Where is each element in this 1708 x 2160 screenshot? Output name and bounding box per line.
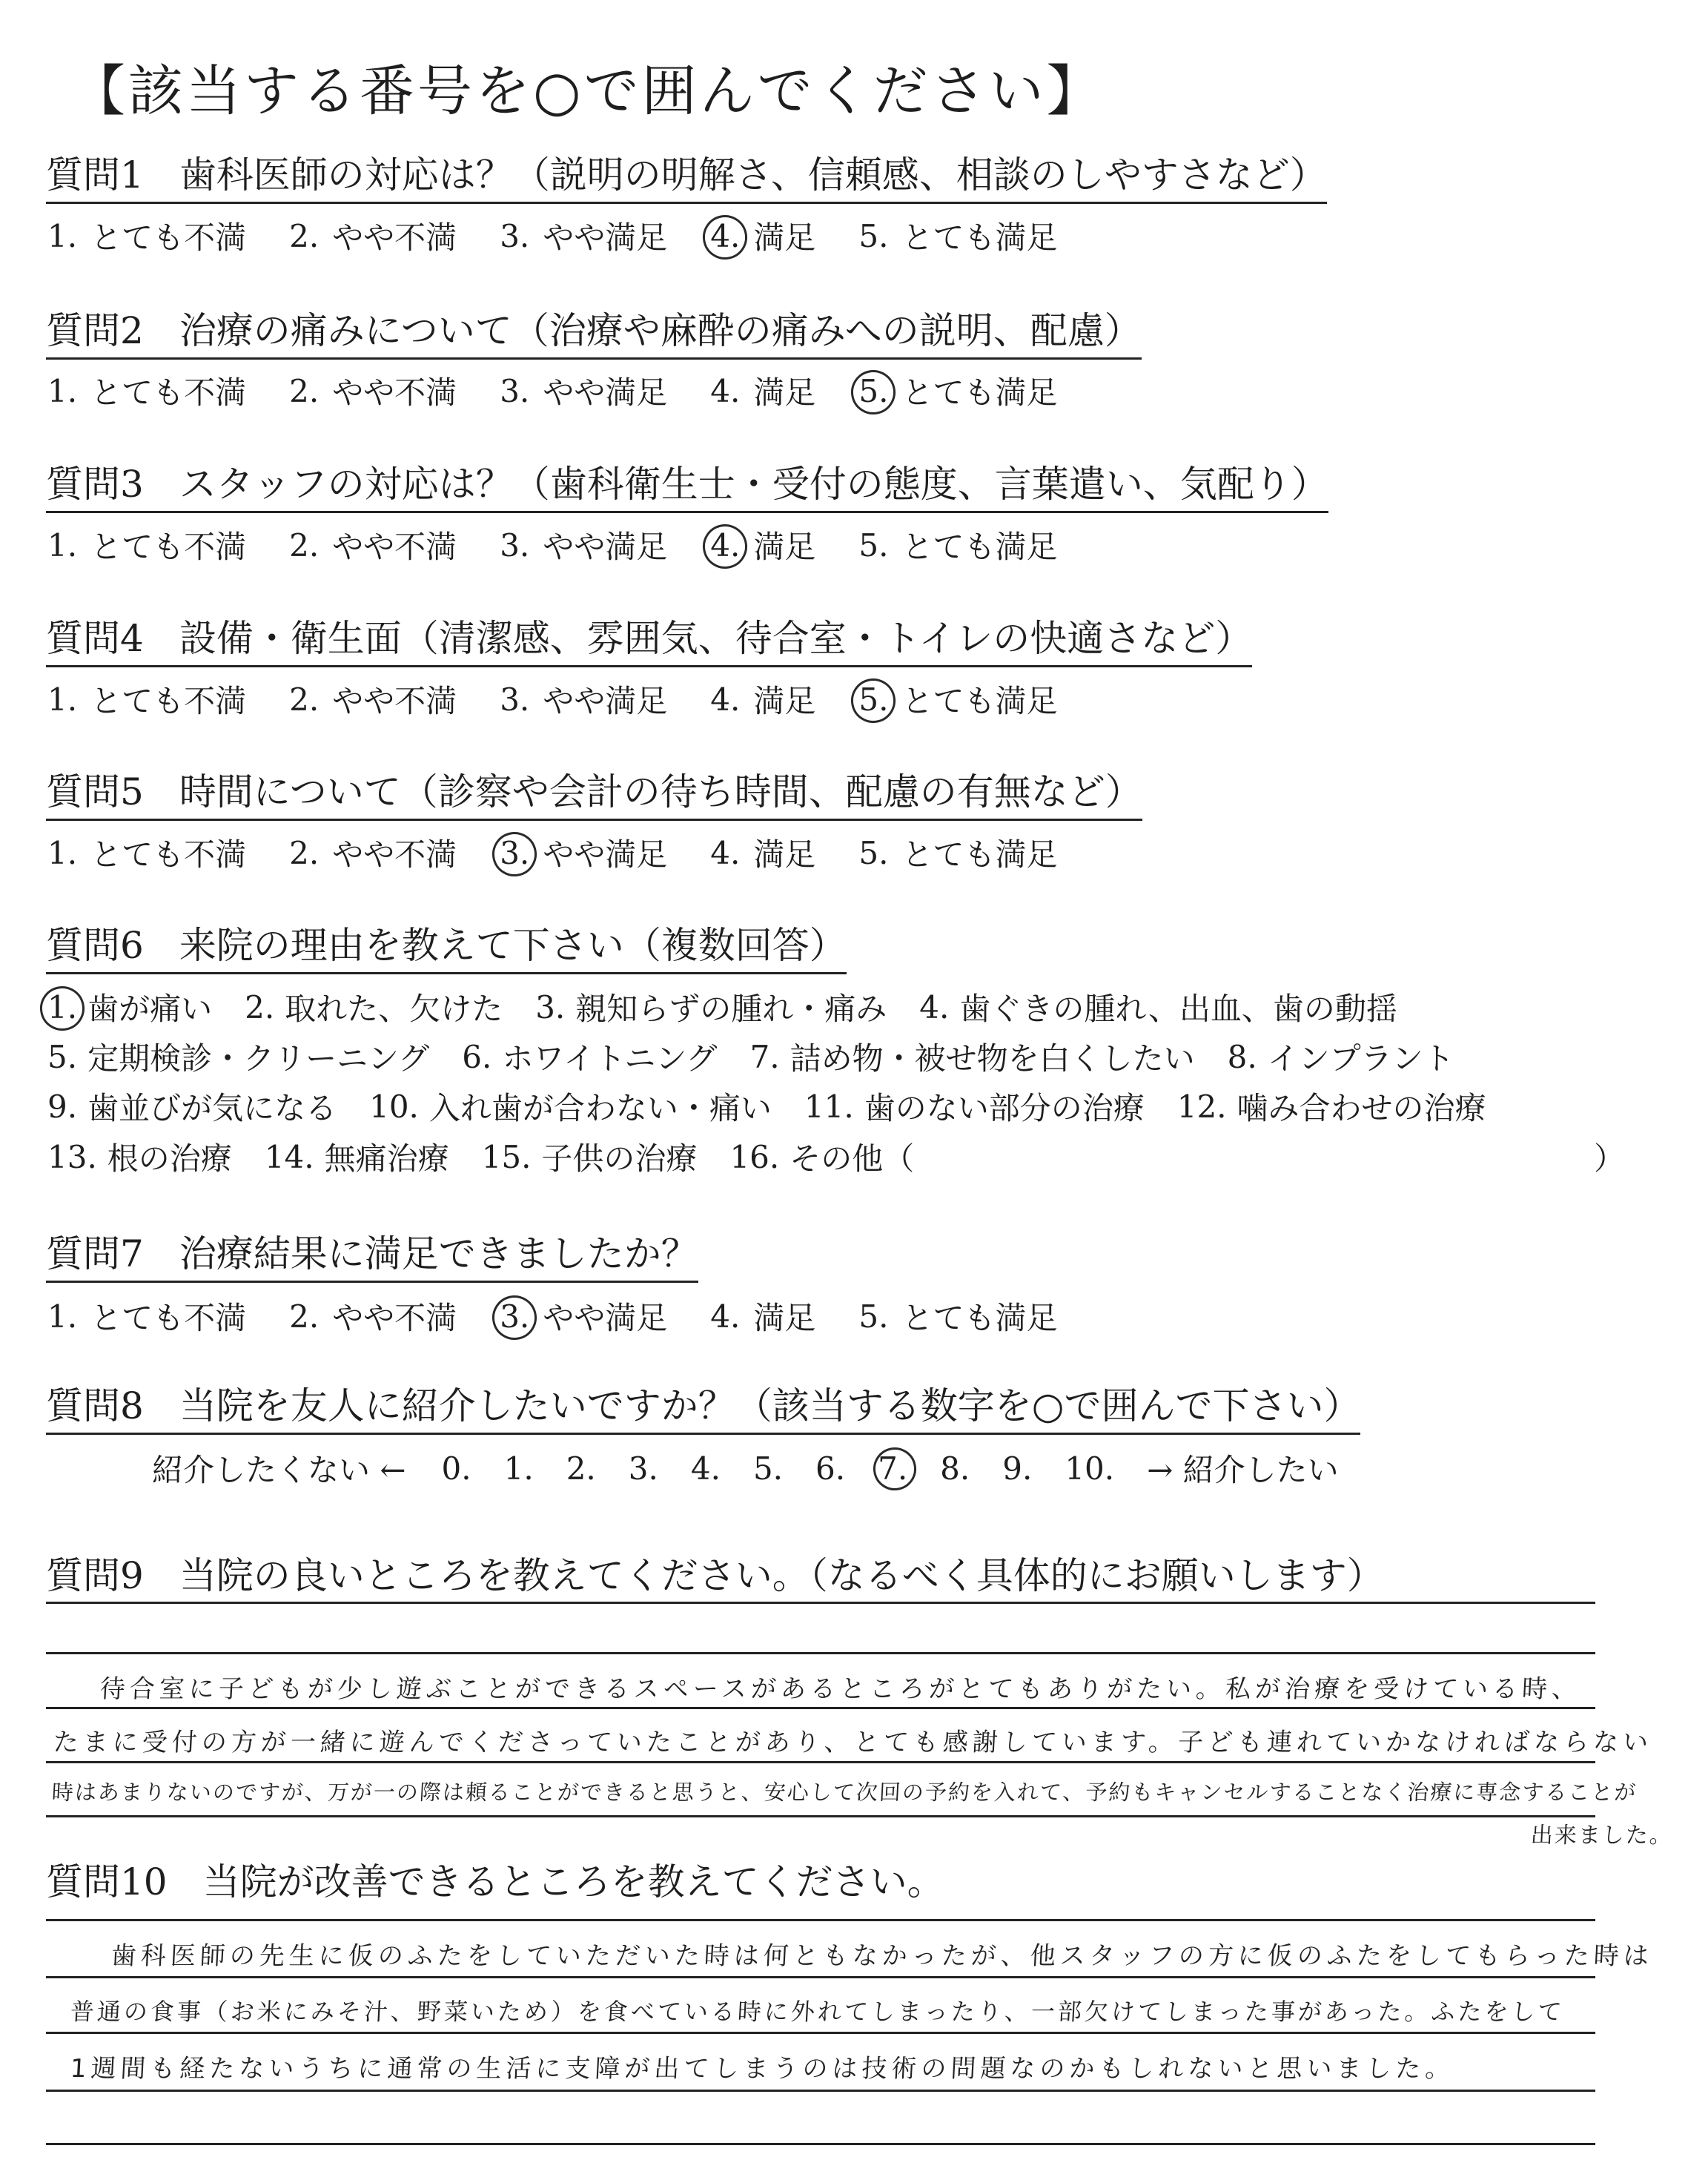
option-3[interactable] xyxy=(500,214,667,258)
option-number: 5. xyxy=(47,1038,78,1075)
option-label: とても満足 xyxy=(901,1300,1058,1336)
reason-option-15[interactable] xyxy=(482,1135,698,1179)
question-number: 質問7 xyxy=(46,1232,144,1275)
option-label: 満足 xyxy=(753,529,816,565)
option-number-circled: 4. xyxy=(710,217,741,254)
option-number: 2. xyxy=(245,988,275,1025)
options-row xyxy=(47,830,1100,875)
option-2[interactable] xyxy=(289,830,457,875)
option-label: やや不満 xyxy=(332,529,457,565)
option-number: 1. xyxy=(47,834,78,871)
option-number-circled: 3. xyxy=(500,834,530,871)
option-5[interactable] xyxy=(858,523,1057,567)
option-label: 定期検診・クリーニング xyxy=(87,1040,430,1077)
question-heading xyxy=(46,615,1252,667)
question-number: 質問2 xyxy=(46,309,144,352)
option-label: ホワイトニング xyxy=(502,1040,718,1077)
reason-option-7[interactable] xyxy=(750,1034,1195,1079)
reason-option-3[interactable] xyxy=(535,985,887,1029)
reason-option-12[interactable] xyxy=(1177,1084,1486,1129)
option-label: やや不満 xyxy=(332,219,457,256)
option-number: 2. xyxy=(289,217,320,254)
scale-option-2[interactable]: 2. xyxy=(566,1450,596,1487)
option-label: 無痛治療 xyxy=(324,1140,449,1177)
option-label: やや満足 xyxy=(543,219,668,256)
option-4[interactable] xyxy=(710,830,815,875)
question-heading xyxy=(46,1546,1384,1599)
option-number: 3. xyxy=(500,681,530,718)
question-text: 当院を友人に紹介したいですか？（該当する数字を○で囲んで下さい） xyxy=(179,1384,1361,1427)
option-number: 4. xyxy=(710,834,741,871)
question-text: 来院の理由を教えて下さい（複数回答） xyxy=(179,924,847,967)
question-text: 治療の痛みについて（治療や麻酔の痛みへの説明、配慮） xyxy=(179,309,1142,352)
option-label: 噛み合わせの治療 xyxy=(1237,1090,1486,1126)
reason-row xyxy=(47,1135,947,1179)
question-number: 質問10 xyxy=(46,1860,168,1903)
option-label: 歯並びが気になる xyxy=(87,1090,337,1126)
option-label: やや満足 xyxy=(543,1300,668,1336)
option-label: とても不満 xyxy=(90,1300,247,1336)
handwritten-answer-line: 1週間も経たないうちに通常の生活に支障が出てしまうのは技術の問題なのかもしれないと思いました。 xyxy=(69,2054,1456,2084)
answer-line xyxy=(46,1976,1595,1978)
option-5[interactable] xyxy=(858,830,1057,875)
option-label: やや不満 xyxy=(332,836,457,873)
option-5[interactable] xyxy=(858,1294,1057,1338)
reason-option-11[interactable] xyxy=(804,1084,1145,1129)
question-number: 質問4 xyxy=(46,617,144,660)
answer-line xyxy=(46,1707,1595,1709)
options-row xyxy=(47,523,1100,567)
question-number: 質問9 xyxy=(46,1554,144,1597)
option-label: 満足 xyxy=(753,1300,816,1336)
handwritten-answer-line: 普通の食事（お米にみそ汁、野菜いため）を食べている時に外れてしまったり、一部欠けてしまった事があった。ふたをして xyxy=(69,1998,1566,2026)
question-heading xyxy=(46,461,1328,513)
option-label: 根の治療 xyxy=(107,1140,232,1177)
options-row xyxy=(47,677,1100,721)
reason-row xyxy=(47,985,1430,1029)
reason-option-14[interactable] xyxy=(265,1135,449,1179)
option-number: 7. xyxy=(749,1038,780,1075)
question-heading xyxy=(46,152,1327,204)
question-number: 質問6 xyxy=(46,924,144,967)
option-number: 9. xyxy=(47,1088,78,1125)
scale-option-5[interactable]: 5. xyxy=(752,1450,784,1487)
option-label: 親知らずの腫れ・痛み xyxy=(575,991,887,1027)
option-label: やや不満 xyxy=(332,683,457,719)
answer-line xyxy=(46,2143,1595,2145)
reason-row xyxy=(47,1084,1519,1129)
option-number: 16. xyxy=(729,1138,780,1175)
page-title: 【該当する番号を○で囲んでください】 xyxy=(70,59,1105,123)
question-heading xyxy=(46,308,1142,360)
option-label: 子供の治療 xyxy=(541,1140,698,1177)
option-number: 5. xyxy=(858,1298,889,1335)
option-4[interactable] xyxy=(710,1294,815,1338)
scale-option-7[interactable]: 7. xyxy=(878,1450,908,1487)
question-number: 質問3 xyxy=(46,463,144,506)
option-number: 2. xyxy=(289,372,320,409)
question-text: 当院が改善できるところを教えてください。 xyxy=(202,1860,944,1903)
option-number: 15. xyxy=(481,1138,532,1175)
option-label: やや満足 xyxy=(543,836,668,873)
option-1[interactable] xyxy=(47,830,246,875)
option-number: 2. xyxy=(289,834,320,871)
question-text: 設備・衛生面（清潔感、雰囲気、待合室・トイレの快適さなど） xyxy=(179,617,1253,660)
option-2[interactable] xyxy=(289,369,457,413)
options-row xyxy=(47,214,1100,258)
question-number: 質問8 xyxy=(46,1384,144,1427)
scale-option-4[interactable]: 4. xyxy=(690,1450,721,1487)
option-5[interactable] xyxy=(858,369,1057,413)
handwritten-answer-line: 待合室に子どもが少し遊ぶことができるスペースがあるところがとてもありがたい。私が治療を受けている時、 xyxy=(99,1674,1583,1704)
option-label: やや満足 xyxy=(543,683,668,719)
option-label: やや満足 xyxy=(543,374,668,411)
option-label: 満足 xyxy=(753,374,816,411)
scale-option-0[interactable]: 0. xyxy=(441,1450,471,1487)
option-label: やや不満 xyxy=(332,374,457,411)
option-number: 3. xyxy=(500,372,530,409)
option-label: とても満足 xyxy=(901,219,1058,256)
option-number: 1. xyxy=(47,526,78,564)
option-5[interactable] xyxy=(858,214,1057,258)
question-heading xyxy=(46,769,1142,821)
option-label: 歯ぐきの腫れ、出血、歯の動揺 xyxy=(959,991,1397,1027)
option-number: 14. xyxy=(264,1138,314,1175)
option-number: 1. xyxy=(47,217,78,254)
reason-option-5[interactable] xyxy=(47,1034,429,1079)
option-label: 満足 xyxy=(753,683,816,719)
reason-option-9[interactable] xyxy=(47,1084,337,1129)
question-text: 時間について（診察や会計の待ち時間、配慮の有無など） xyxy=(179,770,1142,813)
option-1[interactable] xyxy=(47,523,246,567)
option-4[interactable] xyxy=(710,369,815,413)
option-5[interactable] xyxy=(858,677,1057,721)
option-number-circled: 5. xyxy=(858,681,889,718)
scale-right-label: → 紹介したい xyxy=(1147,1452,1339,1488)
reason-option-13[interactable] xyxy=(47,1135,232,1179)
reason-option-2[interactable] xyxy=(245,985,503,1029)
option-label: やや満足 xyxy=(543,529,668,565)
option-number: 4. xyxy=(710,1298,741,1335)
option-number: 3. xyxy=(500,526,530,564)
question-text: スタッフの対応は？（歯科衛生士・受付の態度、言葉遣い、気配り） xyxy=(179,463,1328,506)
recommend-scale xyxy=(152,1446,1339,1490)
option-4[interactable] xyxy=(710,677,815,721)
option-2[interactable] xyxy=(289,214,457,258)
scale-option-3[interactable]: 3. xyxy=(628,1450,658,1487)
option-number: 12. xyxy=(1176,1088,1227,1125)
option-number: 2. xyxy=(289,526,320,564)
option-2[interactable] xyxy=(289,1294,457,1338)
options-row xyxy=(47,1294,1100,1338)
option-3[interactable] xyxy=(500,1294,667,1338)
option-label: とても満足 xyxy=(901,374,1058,411)
option-number: 5. xyxy=(858,217,889,254)
option-number: 3. xyxy=(500,217,530,254)
option-3[interactable] xyxy=(500,369,667,413)
reason-option-16[interactable] xyxy=(729,1135,914,1179)
option-1[interactable] xyxy=(47,1294,246,1338)
handwritten-answer-line: 出来ました。 xyxy=(1529,1823,1674,1849)
option-1[interactable] xyxy=(47,214,246,258)
option-label: 取れた、欠けた xyxy=(285,991,503,1027)
scale-option-1[interactable]: 1. xyxy=(503,1450,534,1487)
option-label: 歯が痛い xyxy=(87,991,213,1027)
option-label: とても不満 xyxy=(90,683,247,719)
option-number: 3. xyxy=(535,988,566,1025)
answer-line xyxy=(46,2032,1595,2034)
option-label: やや不満 xyxy=(332,1300,457,1336)
handwritten-answer-line: たまに受付の方が一緒に遊んでくださっていたことがあり、とても感謝しています。子ども連れていかなければならない xyxy=(52,1728,1654,1757)
option-number: 1. xyxy=(47,372,78,409)
options-row xyxy=(47,369,1100,413)
option-2[interactable] xyxy=(289,523,457,567)
option-number: 2. xyxy=(289,681,320,718)
scale-left-label: 紹介したくない ← xyxy=(152,1452,406,1488)
option-number: 2. xyxy=(289,1298,320,1335)
question-heading xyxy=(46,922,847,974)
option-number-circled: 4. xyxy=(710,526,741,564)
answer-line xyxy=(46,2090,1595,2092)
question-text: 当院の良いところを教えてください。（なるべく具体的にお願いします） xyxy=(179,1554,1384,1597)
question-heading xyxy=(46,1231,698,1283)
handwritten-answer-line: 時はあまりないのですが、万が一の際は頼ることができると思うと、安心して次回の予約を入れて、予約もキャンセルすることなく治療に専念することが xyxy=(51,1780,1638,1805)
question-heading xyxy=(46,1383,1360,1435)
option-number: 4. xyxy=(919,988,950,1025)
option-label: 満足 xyxy=(753,219,816,256)
option-3[interactable] xyxy=(500,523,667,567)
option-number: 13. xyxy=(47,1138,97,1175)
option-label: 入れ歯が合わない・痛い xyxy=(428,1090,772,1126)
answer-line xyxy=(46,1919,1595,1921)
reason-option-1[interactable] xyxy=(47,985,212,1029)
option-4[interactable] xyxy=(710,214,815,258)
answer-line xyxy=(46,1761,1595,1763)
answer-line xyxy=(46,1602,1595,1604)
option-label: 満足 xyxy=(753,836,816,873)
question-heading xyxy=(46,1852,944,1906)
option-label: とても不満 xyxy=(90,529,247,565)
reason-option-8[interactable] xyxy=(1228,1034,1454,1079)
option-number-circled: 5. xyxy=(858,372,889,409)
reason-option-4[interactable] xyxy=(919,985,1397,1029)
option-label: 歯のない部分の治療 xyxy=(864,1090,1145,1126)
option-3[interactable] xyxy=(500,830,667,875)
option-label: 詰め物・被せ物を白くしたい xyxy=(790,1040,1195,1077)
option-label: とても不満 xyxy=(90,836,247,873)
option-number: 4. xyxy=(710,681,741,718)
question-number: 質問5 xyxy=(46,770,144,813)
question-text: 治療結果に満足できましたか？ xyxy=(179,1232,698,1275)
question-text: 歯科医師の対応は？（説明の明解さ、信頼感、相談のしやすさなど） xyxy=(179,153,1327,196)
option-label: とても不満 xyxy=(90,374,247,411)
option-number: 10. xyxy=(369,1088,419,1125)
option-number: 6. xyxy=(462,1038,492,1075)
option-number: 8. xyxy=(1227,1038,1257,1075)
answer-line xyxy=(46,1815,1595,1817)
scale-option-6[interactable]: 6. xyxy=(815,1450,846,1487)
option-number: 5. xyxy=(858,834,889,871)
question-number: 質問1 xyxy=(46,153,144,196)
option-label: とても不満 xyxy=(90,219,247,256)
option-number: 11. xyxy=(804,1088,854,1125)
option-1[interactable] xyxy=(47,677,246,721)
option-2[interactable] xyxy=(289,677,457,721)
option-label: インプラント xyxy=(1267,1040,1454,1077)
option-label: とても満足 xyxy=(901,683,1058,719)
reason-option-10[interactable] xyxy=(369,1084,772,1129)
option-number-circled: 3. xyxy=(500,1298,530,1335)
option-label: その他（ xyxy=(790,1140,915,1177)
scale-option-8[interactable]: 8. xyxy=(940,1450,970,1487)
option-number: 4. xyxy=(710,372,741,409)
scale-option-10[interactable]: 10. xyxy=(1065,1450,1115,1487)
answer-line xyxy=(46,1652,1595,1654)
option-4[interactable] xyxy=(710,523,815,567)
option-label: とても満足 xyxy=(901,836,1058,873)
option-number: 1. xyxy=(47,988,78,1025)
option-3[interactable] xyxy=(500,677,667,721)
scale-option-9[interactable]: 9. xyxy=(1002,1450,1033,1487)
reason-row xyxy=(47,1034,1487,1079)
option-number: 5. xyxy=(858,526,889,564)
option-label: とても満足 xyxy=(901,529,1058,565)
handwritten-answer-line: 歯科医師の先生に仮のふたをしていただいた時は何ともなかったが、他スタッフの方に仮のふたをしてもらった時は xyxy=(110,1941,1654,1971)
other-close-paren: ） xyxy=(1594,1140,1626,1177)
option-number: 1. xyxy=(47,681,78,718)
reason-option-6[interactable] xyxy=(462,1034,717,1079)
option-1[interactable] xyxy=(47,369,246,413)
option-number: 1. xyxy=(47,1298,78,1335)
